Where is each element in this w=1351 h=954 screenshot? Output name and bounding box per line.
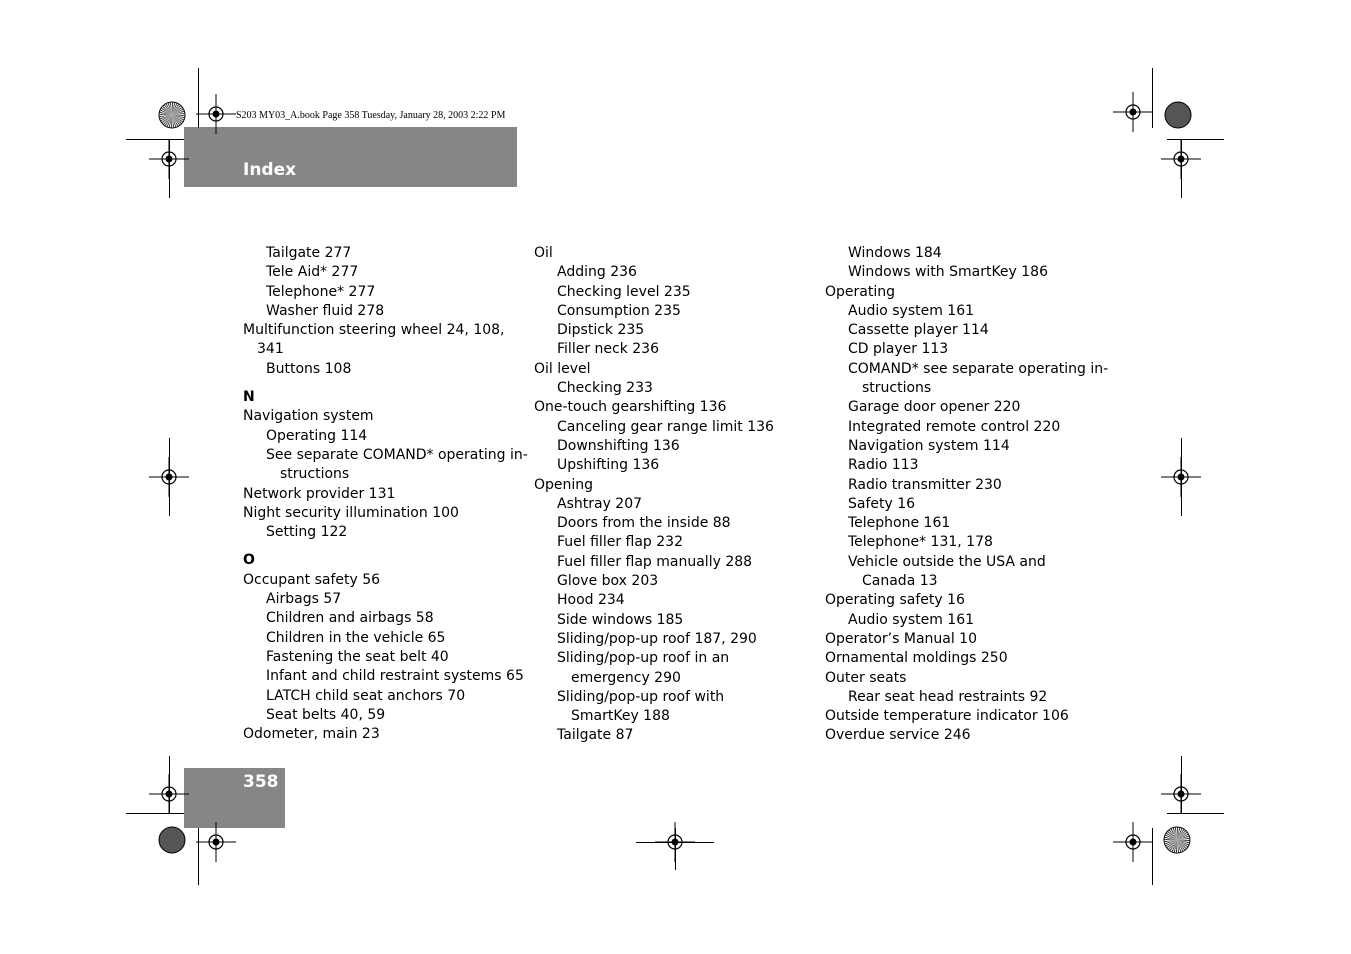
index-entry: Infant and child restraint systems 65 <box>266 668 524 685</box>
index-entry: Fastening the seat belt 40 <box>266 648 449 665</box>
registration-mark-icon <box>149 774 189 814</box>
index-entry: Outside temperature indicator 106 <box>825 708 1069 725</box>
index-entry: Filler neck 236 <box>557 341 659 358</box>
print-slug: S203 MY03_A.book Page 358 Tuesday, January 28, 2003 2:22 PM <box>236 110 506 121</box>
index-entry: Radio transmitter 230 <box>848 476 1002 493</box>
index-entry: Cassette player 114 <box>848 322 989 339</box>
index-entry: Checking level 235 <box>557 283 691 300</box>
index-entry: Rear seat head restraints 92 <box>848 688 1048 705</box>
index-entry: Seat belts 40, 59 <box>266 706 386 723</box>
crop-line <box>169 438 170 516</box>
index-entry: See separate COMAND* operating in- <box>266 446 528 463</box>
gray-target-icon <box>1164 101 1192 129</box>
page-number-tab <box>184 768 285 828</box>
index-entry: Buttons 108 <box>266 360 352 377</box>
index-entry: LATCH child seat anchors 70 <box>266 687 466 704</box>
index-entry: Glove box 203 <box>557 573 659 590</box>
index-entry: Multifunction steering wheel 24, 108, <box>243 322 505 339</box>
index-entry: emergency 290 <box>571 669 681 686</box>
registration-mark-icon <box>196 822 236 862</box>
index-entry: Audio system 161 <box>848 302 975 319</box>
index-entry: Sliding/pop-up roof with <box>557 688 725 705</box>
index-entry: Upshifting 136 <box>557 457 660 474</box>
index-letter-heading: N <box>243 389 255 406</box>
index-entry: Ashtray 207 <box>557 495 643 512</box>
crop-line <box>675 828 676 870</box>
index-entry: Vehicle outside the USA and <box>848 553 1046 570</box>
index-entry: Overdue service 246 <box>825 727 971 744</box>
registration-mark-icon <box>196 94 236 134</box>
index-entry: Odometer, main 23 <box>243 726 380 743</box>
index-entry: Ornamental moldings 250 <box>825 650 1008 667</box>
index-entry: Audio system 161 <box>848 611 975 628</box>
index-entry: Fuel filler flap manually 288 <box>557 553 753 570</box>
page-number: 358 <box>243 772 279 792</box>
index-entry: Operating <box>825 283 895 300</box>
index-entry: CD player 113 <box>848 341 949 358</box>
index-entry: One-touch gearshifting 136 <box>534 399 727 416</box>
index-entry: Navigation system 114 <box>848 437 1010 454</box>
index-entry: Opening <box>534 476 594 493</box>
index-entry: Tailgate 87 <box>557 727 634 744</box>
index-entry: Tele Aid* 277 <box>266 264 359 281</box>
header-bar <box>184 127 517 187</box>
index-entry: Canada 13 <box>862 573 938 590</box>
registration-mark-icon <box>149 139 189 179</box>
page-title: Index <box>243 160 297 180</box>
registration-mark-icon <box>1161 774 1201 814</box>
crop-line <box>1181 438 1182 516</box>
registration-mark-icon <box>1113 92 1153 132</box>
index-entry: Sliding/pop-up roof in an <box>557 650 730 667</box>
index-entry: Outer seats <box>825 669 907 686</box>
index-entry: Doors from the inside 88 <box>557 515 731 532</box>
index-entry: Occupant safety 56 <box>243 571 381 588</box>
index-entry: Checking 233 <box>557 380 653 397</box>
index-entry: SmartKey 188 <box>571 708 670 725</box>
index-entry: Consumption 235 <box>557 302 681 319</box>
index-entry: Hood 234 <box>557 592 625 609</box>
index-column-1 <box>243 244 533 744</box>
registration-mark-icon <box>1161 139 1201 179</box>
index-entry: Adding 236 <box>557 264 637 281</box>
index-entry: Night security illumination 100 <box>243 504 459 521</box>
index-entry: Telephone 161 <box>848 515 951 532</box>
index-letter-heading: O <box>243 552 255 569</box>
index-entry: Windows 184 <box>848 245 942 261</box>
index-entry: Setting 122 <box>266 524 348 541</box>
index-entry: Dipstick 235 <box>557 322 645 339</box>
gray-target-icon <box>158 826 186 854</box>
index-entry: COMAND* see separate operating in- <box>848 360 1109 377</box>
index-entry: Side windows 185 <box>557 611 684 628</box>
registration-mark-icon <box>1113 822 1153 862</box>
index-entry: Integrated remote control 220 <box>848 418 1061 435</box>
index-entry: Children and airbags 58 <box>266 610 434 627</box>
index-entry: structions <box>862 380 932 397</box>
index-entry: Navigation system <box>243 408 374 425</box>
index-entry: Safety 16 <box>848 495 916 512</box>
index-entry: Telephone* 131, 178 <box>848 534 993 551</box>
index-entry: Telephone* 277 <box>266 283 376 300</box>
index-entry: Network provider 131 <box>243 485 396 502</box>
index-entry: Oil level <box>534 360 591 377</box>
index-entry: Children in the vehicle 65 <box>266 629 446 646</box>
index-entry: Sliding/pop-up roof 187, 290 <box>557 630 757 647</box>
index-entry: Radio 113 <box>848 457 919 474</box>
index-entry: Garage door opener 220 <box>848 399 1021 416</box>
color-target-icon <box>1163 826 1191 854</box>
index-entry: Airbags 57 <box>266 591 342 608</box>
index-entry: Operating 114 <box>266 427 368 444</box>
index-entry: Washer fluid 278 <box>266 302 385 319</box>
index-entry: Operator’s Manual 10 <box>825 630 977 647</box>
index-entry: Downshifting 136 <box>557 437 680 454</box>
index-entry: Canceling gear range limit 136 <box>557 418 774 435</box>
index-entry: Tailgate 277 <box>266 245 352 261</box>
index-column-2 <box>534 244 824 746</box>
index-entry: 341 <box>257 341 284 358</box>
index-entry: Windows with SmartKey 186 <box>848 264 1048 281</box>
color-target-icon <box>158 101 186 129</box>
index-entry: Oil <box>534 245 553 261</box>
index-entry: Operating safety 16 <box>825 592 965 609</box>
index-column-3 <box>825 244 1115 746</box>
index-entry: structions <box>280 466 350 483</box>
index-entry: Fuel filler flap 232 <box>557 534 683 551</box>
